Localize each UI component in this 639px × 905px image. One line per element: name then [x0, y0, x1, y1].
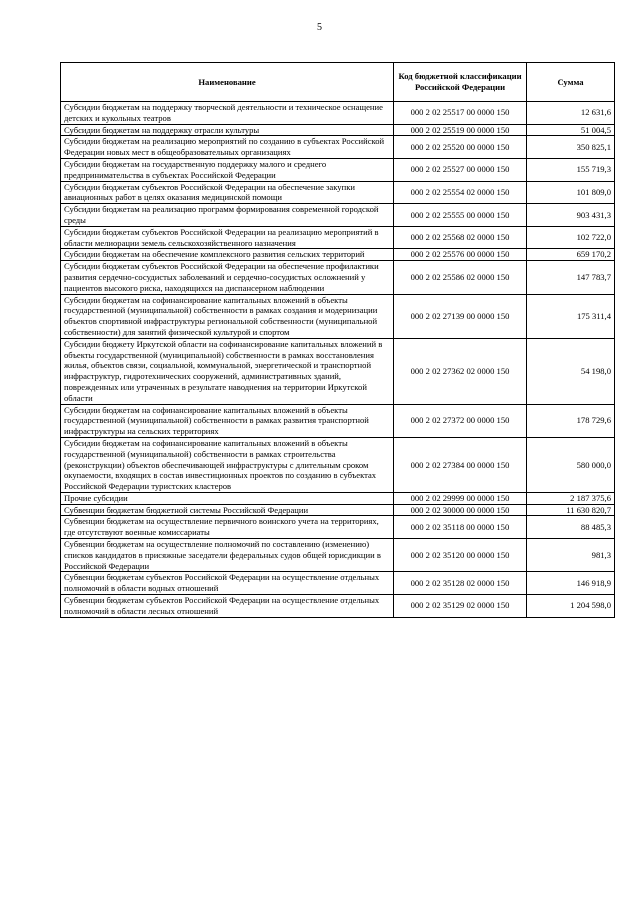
- table-row: [61, 595, 615, 618]
- row-sum: 580 000,0: [527, 437, 615, 492]
- row-code: 000 2 02 25555 00 0000 150: [394, 204, 527, 227]
- budget-revenue-table: [60, 62, 615, 618]
- row-code: 000 2 02 25586 02 0000 150: [394, 261, 527, 294]
- table-row: [61, 204, 615, 227]
- row-code: 000 2 02 35120 00 0000 150: [394, 539, 527, 572]
- row-name: Субсидии бюджетам на софинансирование капитальных вложений в объекты государственной (муниципальной) собственности в рамках создания и модернизации объектов спортивной инфраструктуры региональной собственности (муниципальной собственности) для занятий физической культурой и спортом: [61, 294, 394, 338]
- row-sum: 54 198,0: [527, 338, 615, 404]
- row-sum: 2 187 375,6: [527, 492, 615, 504]
- table-row: [61, 261, 615, 294]
- row-sum: 659 170,2: [527, 249, 615, 261]
- table-row: [61, 516, 615, 539]
- table-row: [61, 338, 615, 404]
- table-row: [61, 404, 615, 437]
- row-code: 000 2 02 25576 00 0000 150: [394, 249, 527, 261]
- row-code: 000 2 02 25520 00 0000 150: [394, 136, 527, 159]
- row-sum: 350 825,1: [527, 136, 615, 159]
- table-row: [61, 102, 615, 125]
- row-name: Субсидии бюджетам на реализацию программ формирования современной городской среды: [61, 204, 394, 227]
- row-code: 000 2 02 35118 00 0000 150: [394, 516, 527, 539]
- row-name: Субвенции бюджетам субъектов Российской Федерации на осуществление отдельных полномочий в области водных отношений: [61, 572, 394, 595]
- row-name: Субсидии бюджетам субъектов Российской Федерации на обеспечение профилактики развития сердечно-сосудистых заболеваний и сердечно-сосудистых осложнений у пациентов высокого риска, находящихся на диспансерном наблюдении: [61, 261, 394, 294]
- table-row: [61, 294, 615, 338]
- row-code: 000 2 02 35129 02 0000 150: [394, 595, 527, 618]
- table-row: [61, 504, 615, 516]
- header-code: Код бюджетной классификации Российской Федерации: [394, 63, 527, 102]
- row-name: Прочие субсидии: [61, 492, 394, 504]
- row-code: 000 2 02 27384 00 0000 150: [394, 437, 527, 492]
- page-number: 5: [317, 22, 322, 33]
- row-name: Субсидии бюджетам на софинансирование капитальных вложений в объекты государственной (муниципальной) собственности в рамках строительства (реконструкции) объектов обеспечивающей инфраструктуры с длительным сроком окупаемости, входящих в состав инвестиционных проектов по созданию в субъектах Российской Федерации туристских кластеров: [61, 437, 394, 492]
- header-sum: Сумма: [527, 63, 615, 102]
- row-code: 000 2 02 27362 02 0000 150: [394, 338, 527, 404]
- row-sum: 981,3: [527, 539, 615, 572]
- row-name: Субсидии бюджетам на поддержку отрасли культуры: [61, 124, 394, 136]
- row-name: Субсидии бюджетам субъектов Российской Федерации на реализацию мероприятий в области мелиорации земель сельскохозяйственного назначения: [61, 226, 394, 249]
- row-sum: 11 630 820,7: [527, 504, 615, 516]
- row-name: Субвенции бюджетам бюджетной системы Российской Федерации: [61, 504, 394, 516]
- table-row: [61, 539, 615, 572]
- row-name: Субсидии бюджетам на софинансирование капитальных вложений в объекты государственной (муниципальной) собственности в рамках развития транспортной инфраструктуры на сельских территориях: [61, 404, 394, 437]
- row-code: 000 2 02 25554 02 0000 150: [394, 181, 527, 204]
- row-sum: 147 783,7: [527, 261, 615, 294]
- row-code: 000 2 02 25517 00 0000 150: [394, 102, 527, 125]
- row-name: Субсидии бюджетам на поддержку творческой деятельности и техническое оснащение детских и кукольных театров: [61, 102, 394, 125]
- table-row: [61, 158, 615, 181]
- row-code: 000 2 02 30000 00 0000 150: [394, 504, 527, 516]
- table-row: [61, 226, 615, 249]
- row-code: 000 2 02 29999 00 0000 150: [394, 492, 527, 504]
- table-header-row: [61, 63, 615, 102]
- row-name: Субвенции бюджетам субъектов Российской Федерации на осуществление отдельных полномочий в области лесных отношений: [61, 595, 394, 618]
- row-name: Субсидии бюджету Иркутской области на софинансирование капитальных вложений в объекты государственной (муниципальной) собственности в рамках восстановления жилья, объектов связи, социальной, коммунальной, энергетической и транспортной инфраструктур, гидротехнических сооружений, административных зданий, поврежденных или утраченных в результате наводнения на территории Иркутской области: [61, 338, 394, 404]
- row-name: Субсидии бюджетам на реализацию мероприятий по созданию в субъектах Российской Федерации новых мест в общеобразовательных организациях: [61, 136, 394, 159]
- row-sum: 88 485,3: [527, 516, 615, 539]
- table-row: [61, 181, 615, 204]
- row-sum: 903 431,3: [527, 204, 615, 227]
- row-sum: 12 631,6: [527, 102, 615, 125]
- table-row: [61, 136, 615, 159]
- table-row: [61, 249, 615, 261]
- row-code: 000 2 02 27372 00 0000 150: [394, 404, 527, 437]
- table-row: [61, 437, 615, 492]
- row-sum: 51 004,5: [527, 124, 615, 136]
- row-sum: 1 204 598,0: [527, 595, 615, 618]
- row-sum: 175 311,4: [527, 294, 615, 338]
- row-sum: 146 918,9: [527, 572, 615, 595]
- row-sum: 155 719,3: [527, 158, 615, 181]
- row-name: Субвенции бюджетам на осуществление первичного воинского учета на территориях, где отсутствуют военные комиссариаты: [61, 516, 394, 539]
- row-name: Субсидии бюджетам субъектов Российской Федерации на обеспечение закупки авиационных работ в целях оказания медицинской помощи: [61, 181, 394, 204]
- table-row: [61, 572, 615, 595]
- table-row: [61, 124, 615, 136]
- row-name: Субвенции бюджетам на осуществление полномочий по составлению (изменению) списков кандидатов в присяжные заседатели федеральных судов общей юрисдикции в Российской Федерации: [61, 539, 394, 572]
- row-sum: 178 729,6: [527, 404, 615, 437]
- row-code: 000 2 02 25568 02 0000 150: [394, 226, 527, 249]
- row-code: 000 2 02 27139 00 0000 150: [394, 294, 527, 338]
- header-name: Наименование: [61, 63, 394, 102]
- row-sum: 101 809,0: [527, 181, 615, 204]
- row-name: Субсидии бюджетам на государственную поддержку малого и среднего предпринимательства в субъектах Российской Федерации: [61, 158, 394, 181]
- row-sum: 102 722,0: [527, 226, 615, 249]
- row-code: 000 2 02 35128 02 0000 150: [394, 572, 527, 595]
- table-row: [61, 492, 615, 504]
- row-code: 000 2 02 25519 00 0000 150: [394, 124, 527, 136]
- row-name: Субсидии бюджетам на обеспечение комплексного развития сельских территорий: [61, 249, 394, 261]
- row-code: 000 2 02 25527 00 0000 150: [394, 158, 527, 181]
